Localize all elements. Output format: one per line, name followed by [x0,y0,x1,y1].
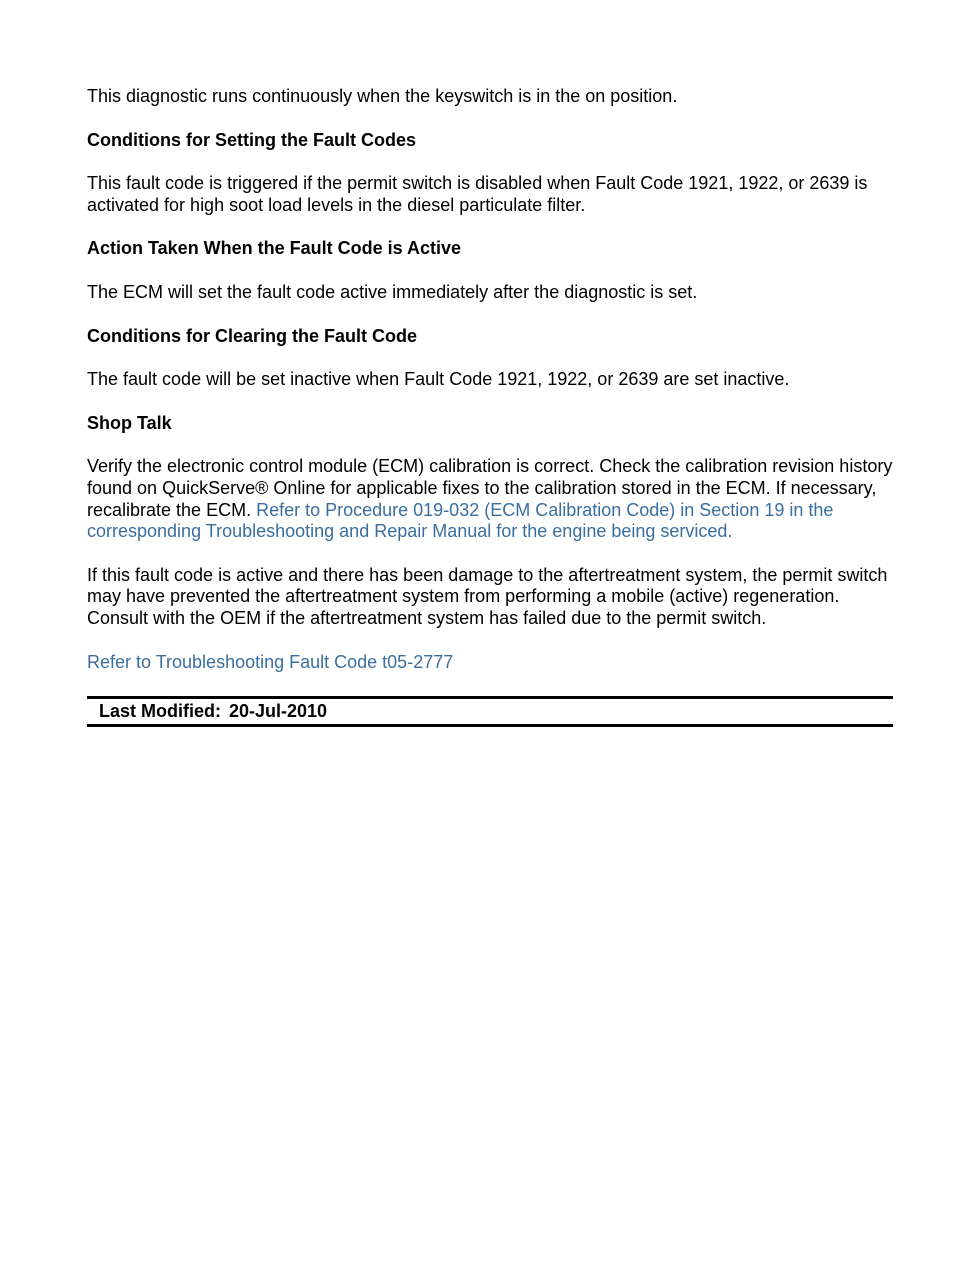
shop-talk-paragraph-1 [87,456,893,542]
clearing-heading: Conditions for Clearing the Fault Code [87,325,417,346]
setting-heading: Conditions for Setting the Fault Codes [87,129,416,150]
shop-talk-text: Verify the electronic control module (ECM) calibration is correct. Check the calibration revision history found on QuickServe® Online for applicable fixes to the calibration stored in the ECM. If necessary, recalibrate the ECM. [87,456,893,520]
clearing-text: The fault code will be set inactive when Fault Code 1921, 1922, or 2639 are set inactive. [87,369,790,390]
intro-text: This diagnostic runs continuously when the keyswitch is in the on position. [87,86,678,106]
shop-talk-paragraph-2: If this fault code is active and there has been damage to the aftertreatment system, the permit switch may have prevented the aftertreatment system from performing a mobile (active) regeneration. Consult with the OEM if the aftertreatment system has failed due to the permit switch. [87,564,888,628]
fault-code-t05-2777-link[interactable]: Refer to Troubleshooting Fault Code t05-2777 [87,651,454,672]
document-page [87,86,893,727]
action-text: The ECM will set the fault code active immediately after the diagnostic is set. [87,281,698,302]
shop-talk-heading: Shop Talk [87,412,172,433]
procedure-019-032-link[interactable]: Refer to Procedure 019-032 (ECM Calibration Code) in Section 19 in the corresponding Troubleshooting and Repair Manual for the engine being serviced. [87,499,834,542]
setting-text: This fault code is triggered if the permit switch is disabled when Fault Code 1921, 1922, or 2639 is activated for high soot load levels in the diesel particulate filter. [87,173,868,215]
refer-paragraph [87,652,893,674]
action-heading: Action Taken When the Fault Code is Active [87,238,462,259]
last-modified-date: 20-Jul-2010 [229,701,328,722]
last-modified-bar [87,696,893,727]
last-modified-label: Last Modified: [99,701,221,722]
